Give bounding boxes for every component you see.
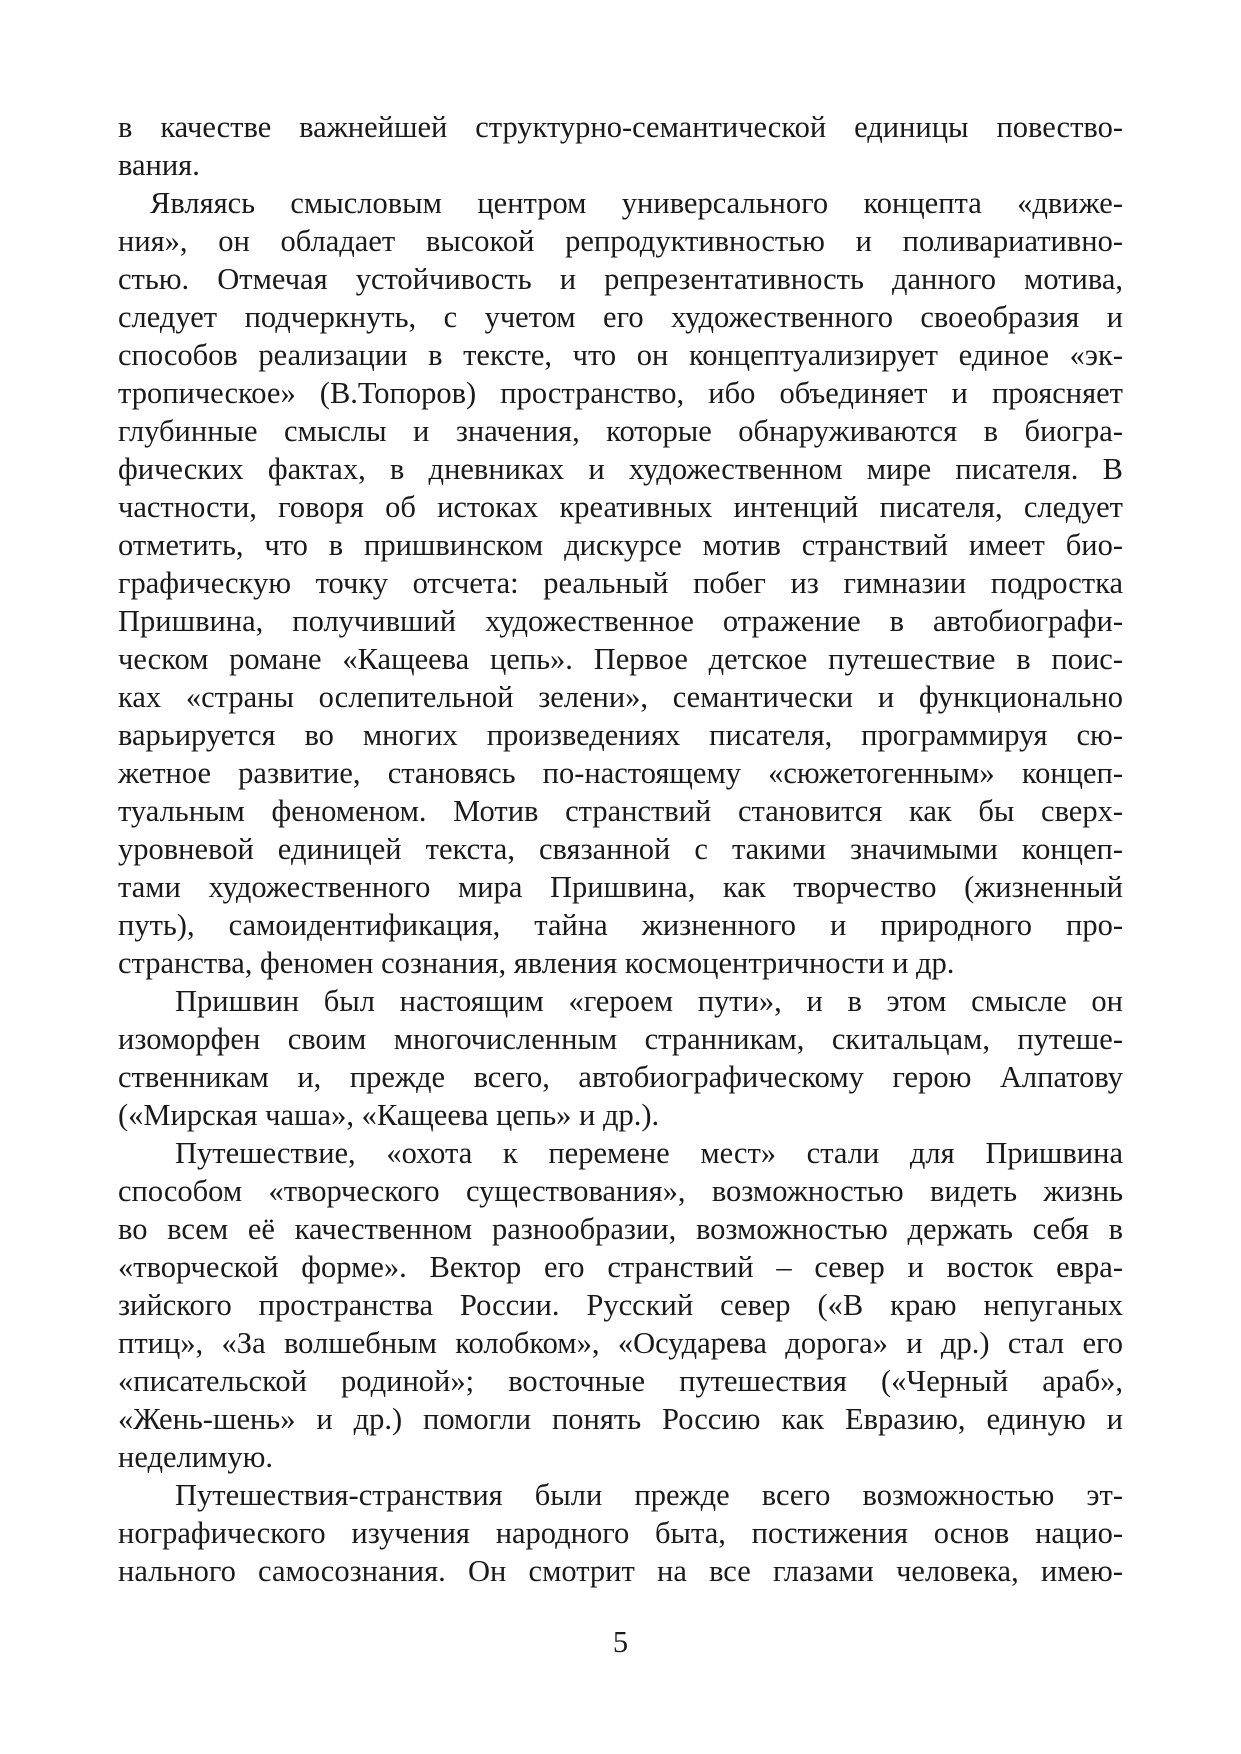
text-line-30: во всем её качественном разнообразии, возможностью держать себя в (118, 1212, 1123, 1246)
text-line-17: варьируется во многих произведениях писателя, программируя сю- (118, 718, 1123, 752)
text-line-36: неделимую. (118, 1440, 274, 1474)
text-line-9: глубинные смыслы и значения, которые обнаруживаются в биогра- (118, 414, 1123, 448)
text-line-14: Пришвина, получивший художественное отражение в автобиографи- (118, 604, 1123, 638)
text-line-4: ния», он обладает высокой репродуктивностью и поливариативно- (118, 224, 1123, 258)
text-line-6: следует подчеркнуть, с учетом его художественного своеобразия и (118, 300, 1123, 334)
text-line-10: фических фактах, в дневниках и художественном мире писателя. В (118, 452, 1123, 486)
text-line-26: ственникам и, прежде всего, автобиографическому герою Алпатову (118, 1060, 1123, 1094)
text-line-11: частности, говоря об истоках креативных интенций писателя, следует (118, 490, 1123, 524)
text-line-12: отметить, что в пришвинском дискурсе мотив странствий имеет био- (118, 528, 1123, 562)
text-line-15: ческом романе «Кащеева цепь». Первое детское путешествие в поис- (118, 642, 1123, 676)
text-line-39: нального самосознания. Он смотрит на все глазами человека, имею- (118, 1554, 1123, 1588)
text-line-25: изоморфен своим многочисленным странникам, скитальцам, путеше- (118, 1022, 1123, 1056)
text-line-35: «Жень-шень» и др.) помогли понять Россию как Евразию, единую и (118, 1402, 1123, 1436)
text-line-23: странства, феномен сознания, явления космоцентричности и др. (118, 946, 955, 980)
text-line-37: Путешествия-странствия были прежде всего возможностью эт- (175, 1478, 1123, 1512)
text-line-13: графическую точку отсчета: реальный побег из гимназии подростка (118, 566, 1123, 600)
page-number: 5 (612, 1625, 629, 1659)
text-line-22: путь), самоидентификация, тайна жизненного и природного про- (118, 908, 1123, 942)
text-line-19: туальным феноменом. Мотив странствий становится как бы сверх- (118, 794, 1123, 828)
text-line-18: жетное развитие, становясь по-настоящему «сюжетогенным» концеп- (118, 756, 1123, 790)
text-line-5: стью. Отмечая устойчивость и репрезентативность данного мотива, (118, 262, 1123, 296)
text-line-1: в качестве важнейшей структурно-семантической единицы повество- (118, 110, 1123, 144)
text-line-20: уровневой единицей текста, связанной с такими значимыми концеп- (118, 832, 1123, 866)
text-line-28: Путешествие, «охота к перемене мест» стали для Пришвина (175, 1136, 1123, 1170)
text-line-8: тропическое» (В.Топоров) пространство, ибо объединяет и проясняет (118, 376, 1123, 410)
text-line-24: Пришвин был настоящим «героем пути», и в этом смысле он (175, 984, 1123, 1018)
text-line-33: птиц», «За волшебным колобком», «Осударева дорога» и др.) стал его (118, 1326, 1123, 1360)
text-line-38: нографического изучения народного быта, постижения основ нацио- (118, 1516, 1123, 1550)
text-line-3: Являясь смысловым центром универсального концепта «движе- (150, 186, 1123, 220)
text-line-16: ках «страны ослепительной зелени», семантически и функционально (118, 680, 1123, 714)
page-body (118, 108, 1123, 1590)
text-line-34: «писательской родиной»; восточные путешествия («Черный араб», (118, 1364, 1123, 1398)
text-line-2: вания. (118, 148, 200, 182)
text-line-27: («Мирская чаша», «Кащеева цепь» и др.). (118, 1098, 660, 1132)
text-line-7: способов реализации в тексте, что он концептуализирует единое «эк- (118, 338, 1123, 372)
text-line-31: «творческой форме». Вектор его странствий – север и восток евра- (118, 1250, 1123, 1284)
text-line-32: зийского пространства России. Русский север («В краю непуганых (118, 1288, 1123, 1322)
text-line-21: тами художественного мира Пришвина, как творчество (жизненный (118, 870, 1123, 904)
text-line-29: способом «творческого существования», возможностью видеть жизнь (118, 1174, 1123, 1208)
